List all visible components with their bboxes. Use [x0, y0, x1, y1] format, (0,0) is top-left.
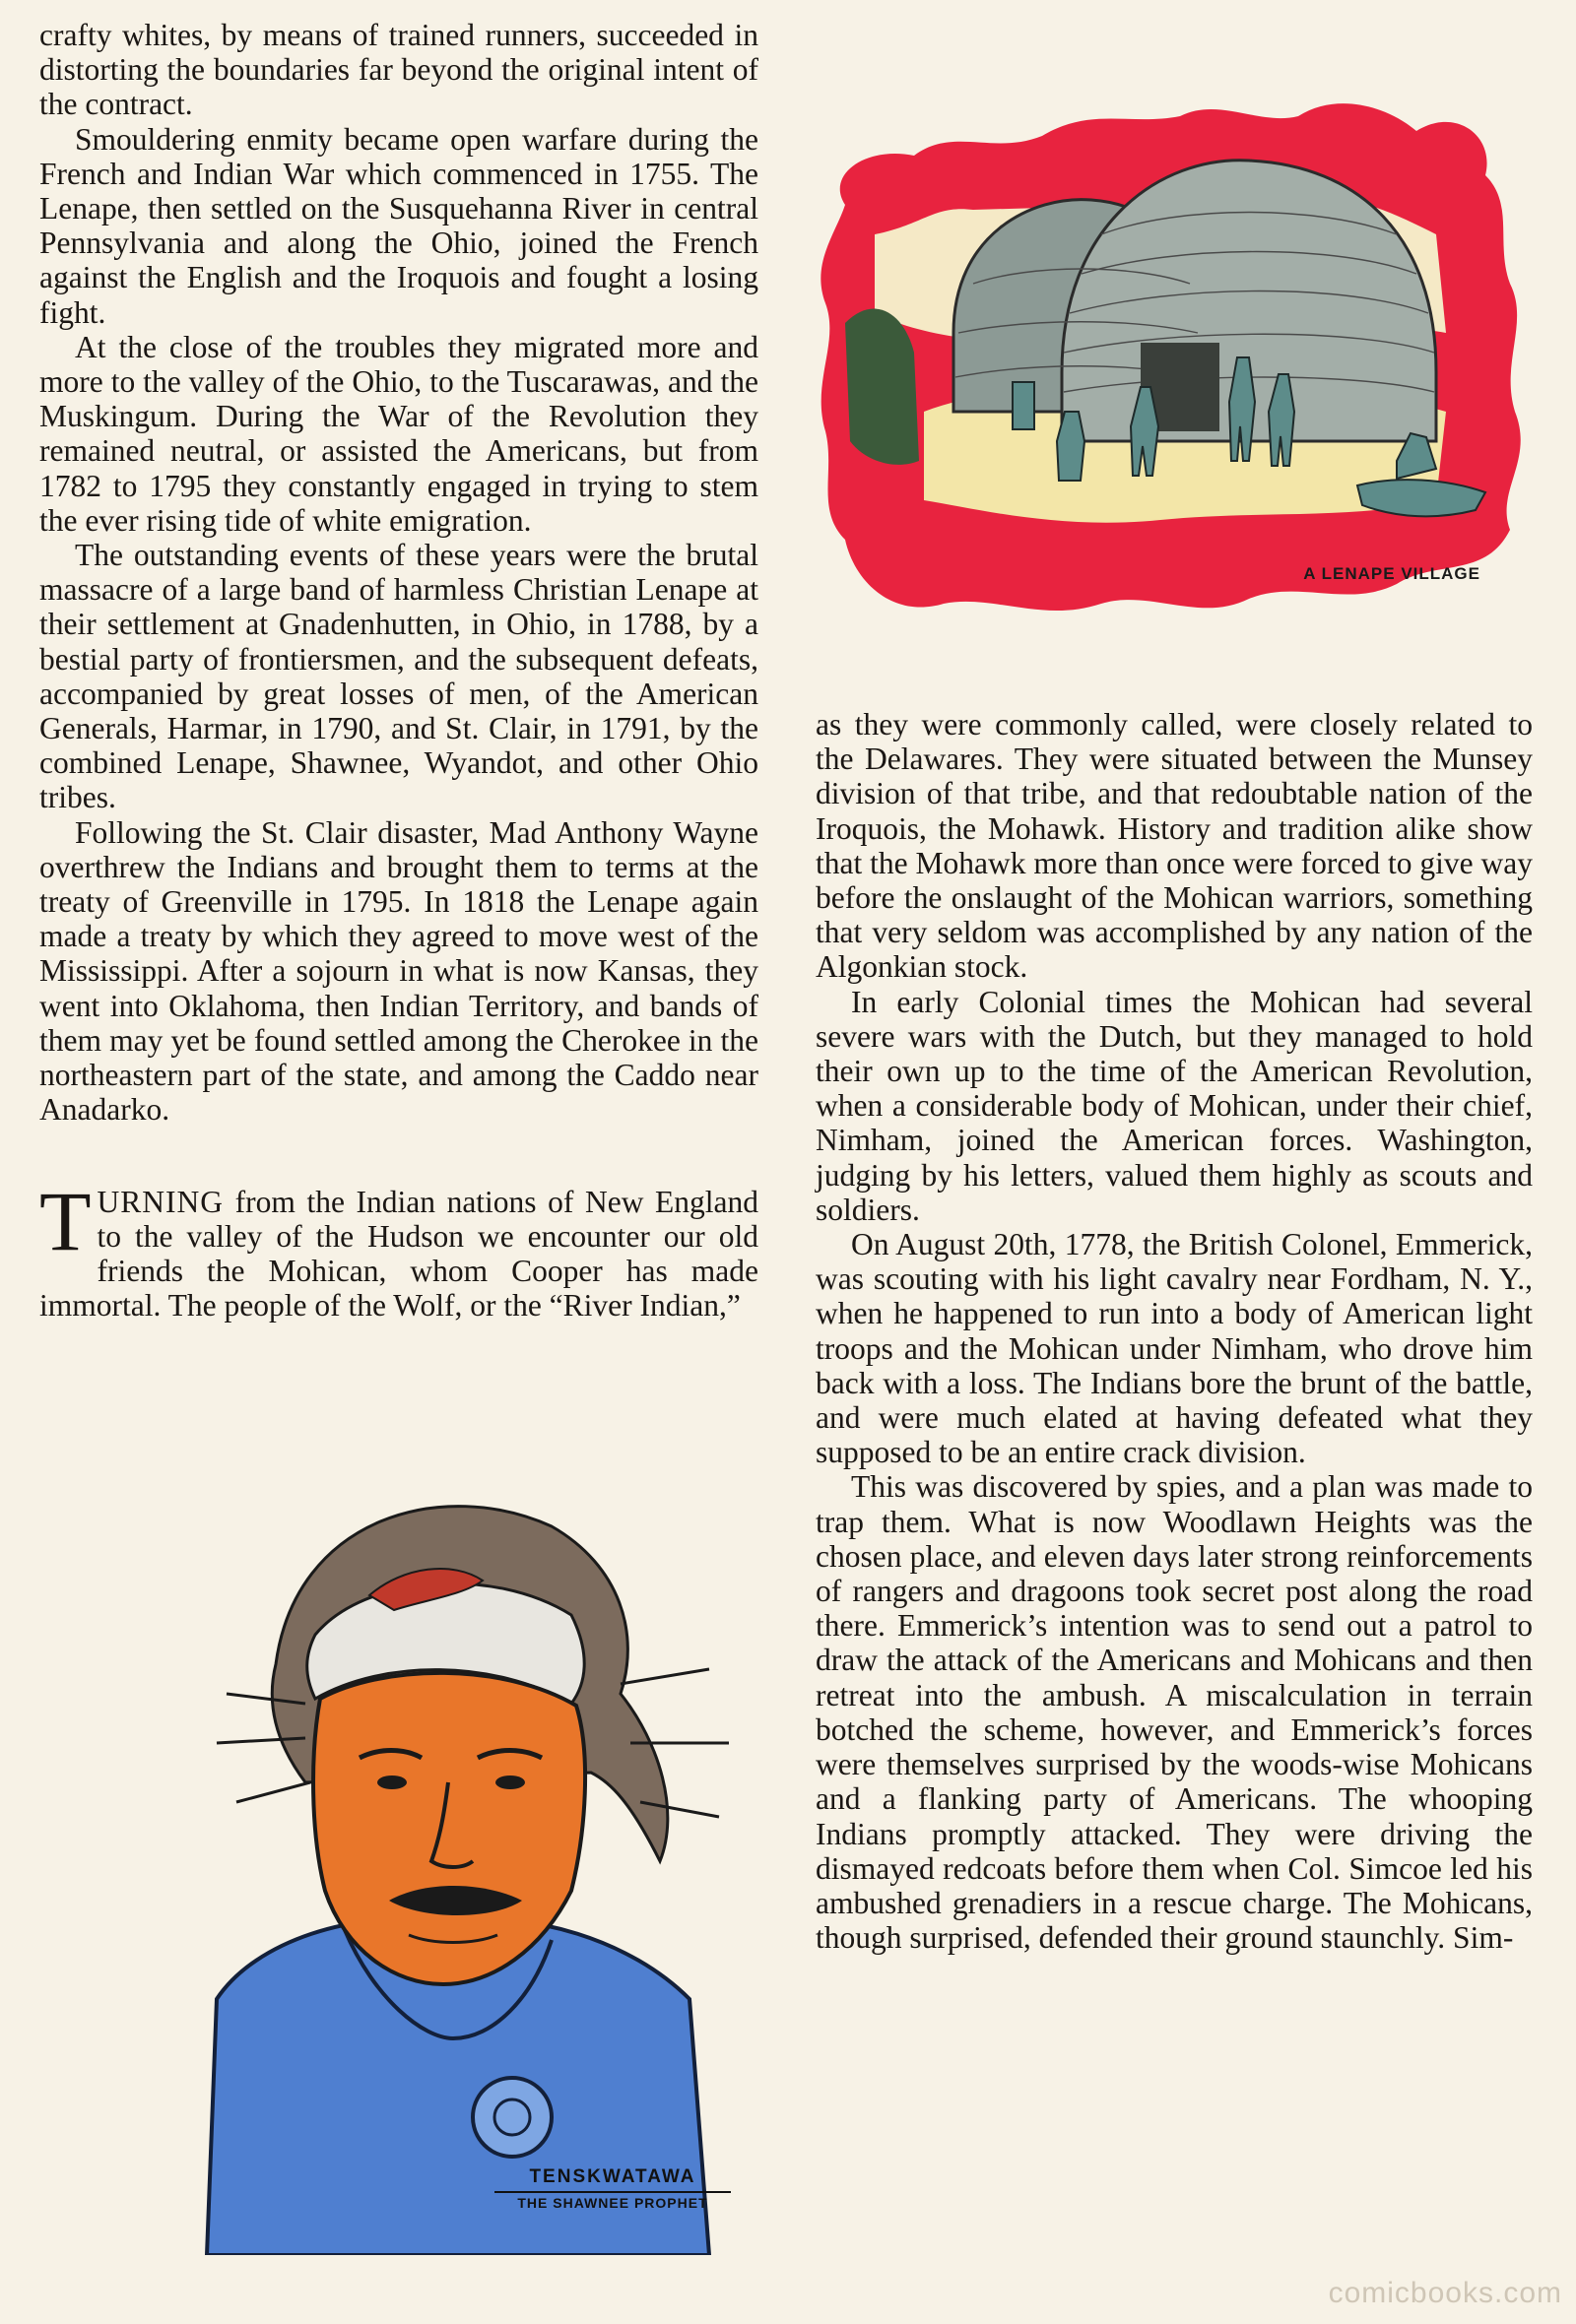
portrait-caption-title: THE SHAWNEE PROPHET [517, 2195, 708, 2211]
right-text-column [816, 707, 1533, 1955]
portrait-drawing [197, 1487, 749, 2255]
drop-cap-letter: T [39, 1173, 92, 1268]
paragraph-migration: At the close of the troubles they migrated more and more to the valley of the Ohio, to the Tuscarawas, and the Muskingum. During the War of the Revolution they remained neutral, or assisted the Americans, but from 1782 to 1795 they constantly engaged in trying to stem the ever rising tide of white emigration. [39, 329, 758, 538]
site-watermark: comicbooks.com [1328, 2277, 1562, 2309]
paragraph-colonial-times: In early Colonial times the Mohican had several severe wars with the Dutch, but they managed to hold their own up to the time of the American Revolution, when a considerable body of Mohican, under their chief, Nimham, joined the American forces. Washington, judging by his letters, valued them highly as scouts and soldiers. [816, 984, 1533, 1227]
paragraph-river-indian: as they were commonly called, were closely related to the Delawares. They were situated between the Munsey division of that tribe, and that redoubtable nation of the Iroquois, the Mohawk. History and tradition alike show that the Mohawk more than once were forced to give way before the onslaught of the Mohican warriors, something that very seldom was accomplished by any nation of the Algonkian stock. [816, 707, 1533, 985]
tenskwatawa-portrait-illustration [197, 1487, 749, 2255]
village-caption: A LENAPE VILLAGE [1303, 564, 1480, 583]
section-lead-text: from the Indian nations of New England to the valley of the Hudson we encounter our old friends the Mohican, whom Cooper has made immortal. The people of the Wolf, or the “River Indian,” [39, 1184, 758, 1323]
section-lead-caps: URNING [97, 1184, 225, 1219]
left-text-column [39, 18, 758, 1323]
portrait-caption [494, 2166, 731, 2211]
mohican-section-intro [39, 1173, 758, 1323]
caption-rule [494, 2191, 731, 2193]
paragraph-ambush: This was discovered by spies, and a plan was made to trap them. What is now Woodlawn Heights was the chosen place, and eleven days later strong reinforcements of rangers and dragoons took secret post along the road there. Emmerick’s intention was to send out a patrol to draw the attack of the Americans and Mohicans and then retreat into the ambush. A miscalculation in terrain botched the scheme, however, and Emmerick’s forces were themselves surprised by the woods-wise Mohicans and a flanking party of Americans. The whooping Indians promptly attacked. They were driving the dismayed redcoats before them when Col. Simcoe led his ambushed grenadiers in a rescue charge. The Mohicans, though surprised, defended their ground staunchly. Sim- [816, 1469, 1533, 1956]
section-paragraph [39, 1173, 758, 1323]
paragraph-french-indian-war: Smouldering enmity became open warfare during the French and Indian War which commenced in 1755. The Lenape, then settled on the Susquehanna River in central Pennsylvania and along the Ohio, joined the French against the English and the Iroquois and fought a losing fight. [39, 121, 758, 330]
paragraph-august-1778: On August 20th, 1778, the British Colonel, Emmerick, was scouting with his light cavalry near Fordham, N. Y., when he happened to run into a body of American light troops and the Mohican under Nimham, who drove him back with a loss. The Indians bore the brunt of the battle, and were much elated at having defeated what they supposed to be an entire crack division. [816, 1227, 1533, 1470]
portrait-caption-name: TENSKWATAWA [529, 2166, 696, 2187]
lenape-village-illustration [806, 87, 1535, 638]
paragraph-continued: crafty whites, by means of trained runners, succeeded in distorting the boundaries far beyond the original intent of the contract. [39, 18, 758, 122]
village-drawing [806, 87, 1535, 638]
paragraph-treaty: Following the St. Clair disaster, Mad Anthony Wayne overthrew the Indians and brought them to terms at the treaty of Greenville in 1795. In 1818 the Lenape again made a treaty by which they agreed to move west of the Mississippi. After a sojourn in what is now Kansas, they went into Oklahoma, then Indian Territory, and bands of them may yet be found settled among the Cherokee in the northeastern part of the state, and among the Caddo near Anadarko. [39, 814, 758, 1128]
paragraph-massacre: The outstanding events of these years were the brutal massacre of a large band of harmless Christian Lenape at their settlement at Gnadenhutten, in Ohio, in 1788, by a bestial party of frontiersmen, and the subsequent defeats, accompanied by great losses of men, of the American Generals, Harmar, in 1790, and St. Clair, in 1791, by the combined Lenape, Shawnee, Wyandot, and other Ohio tribes. [39, 538, 758, 815]
